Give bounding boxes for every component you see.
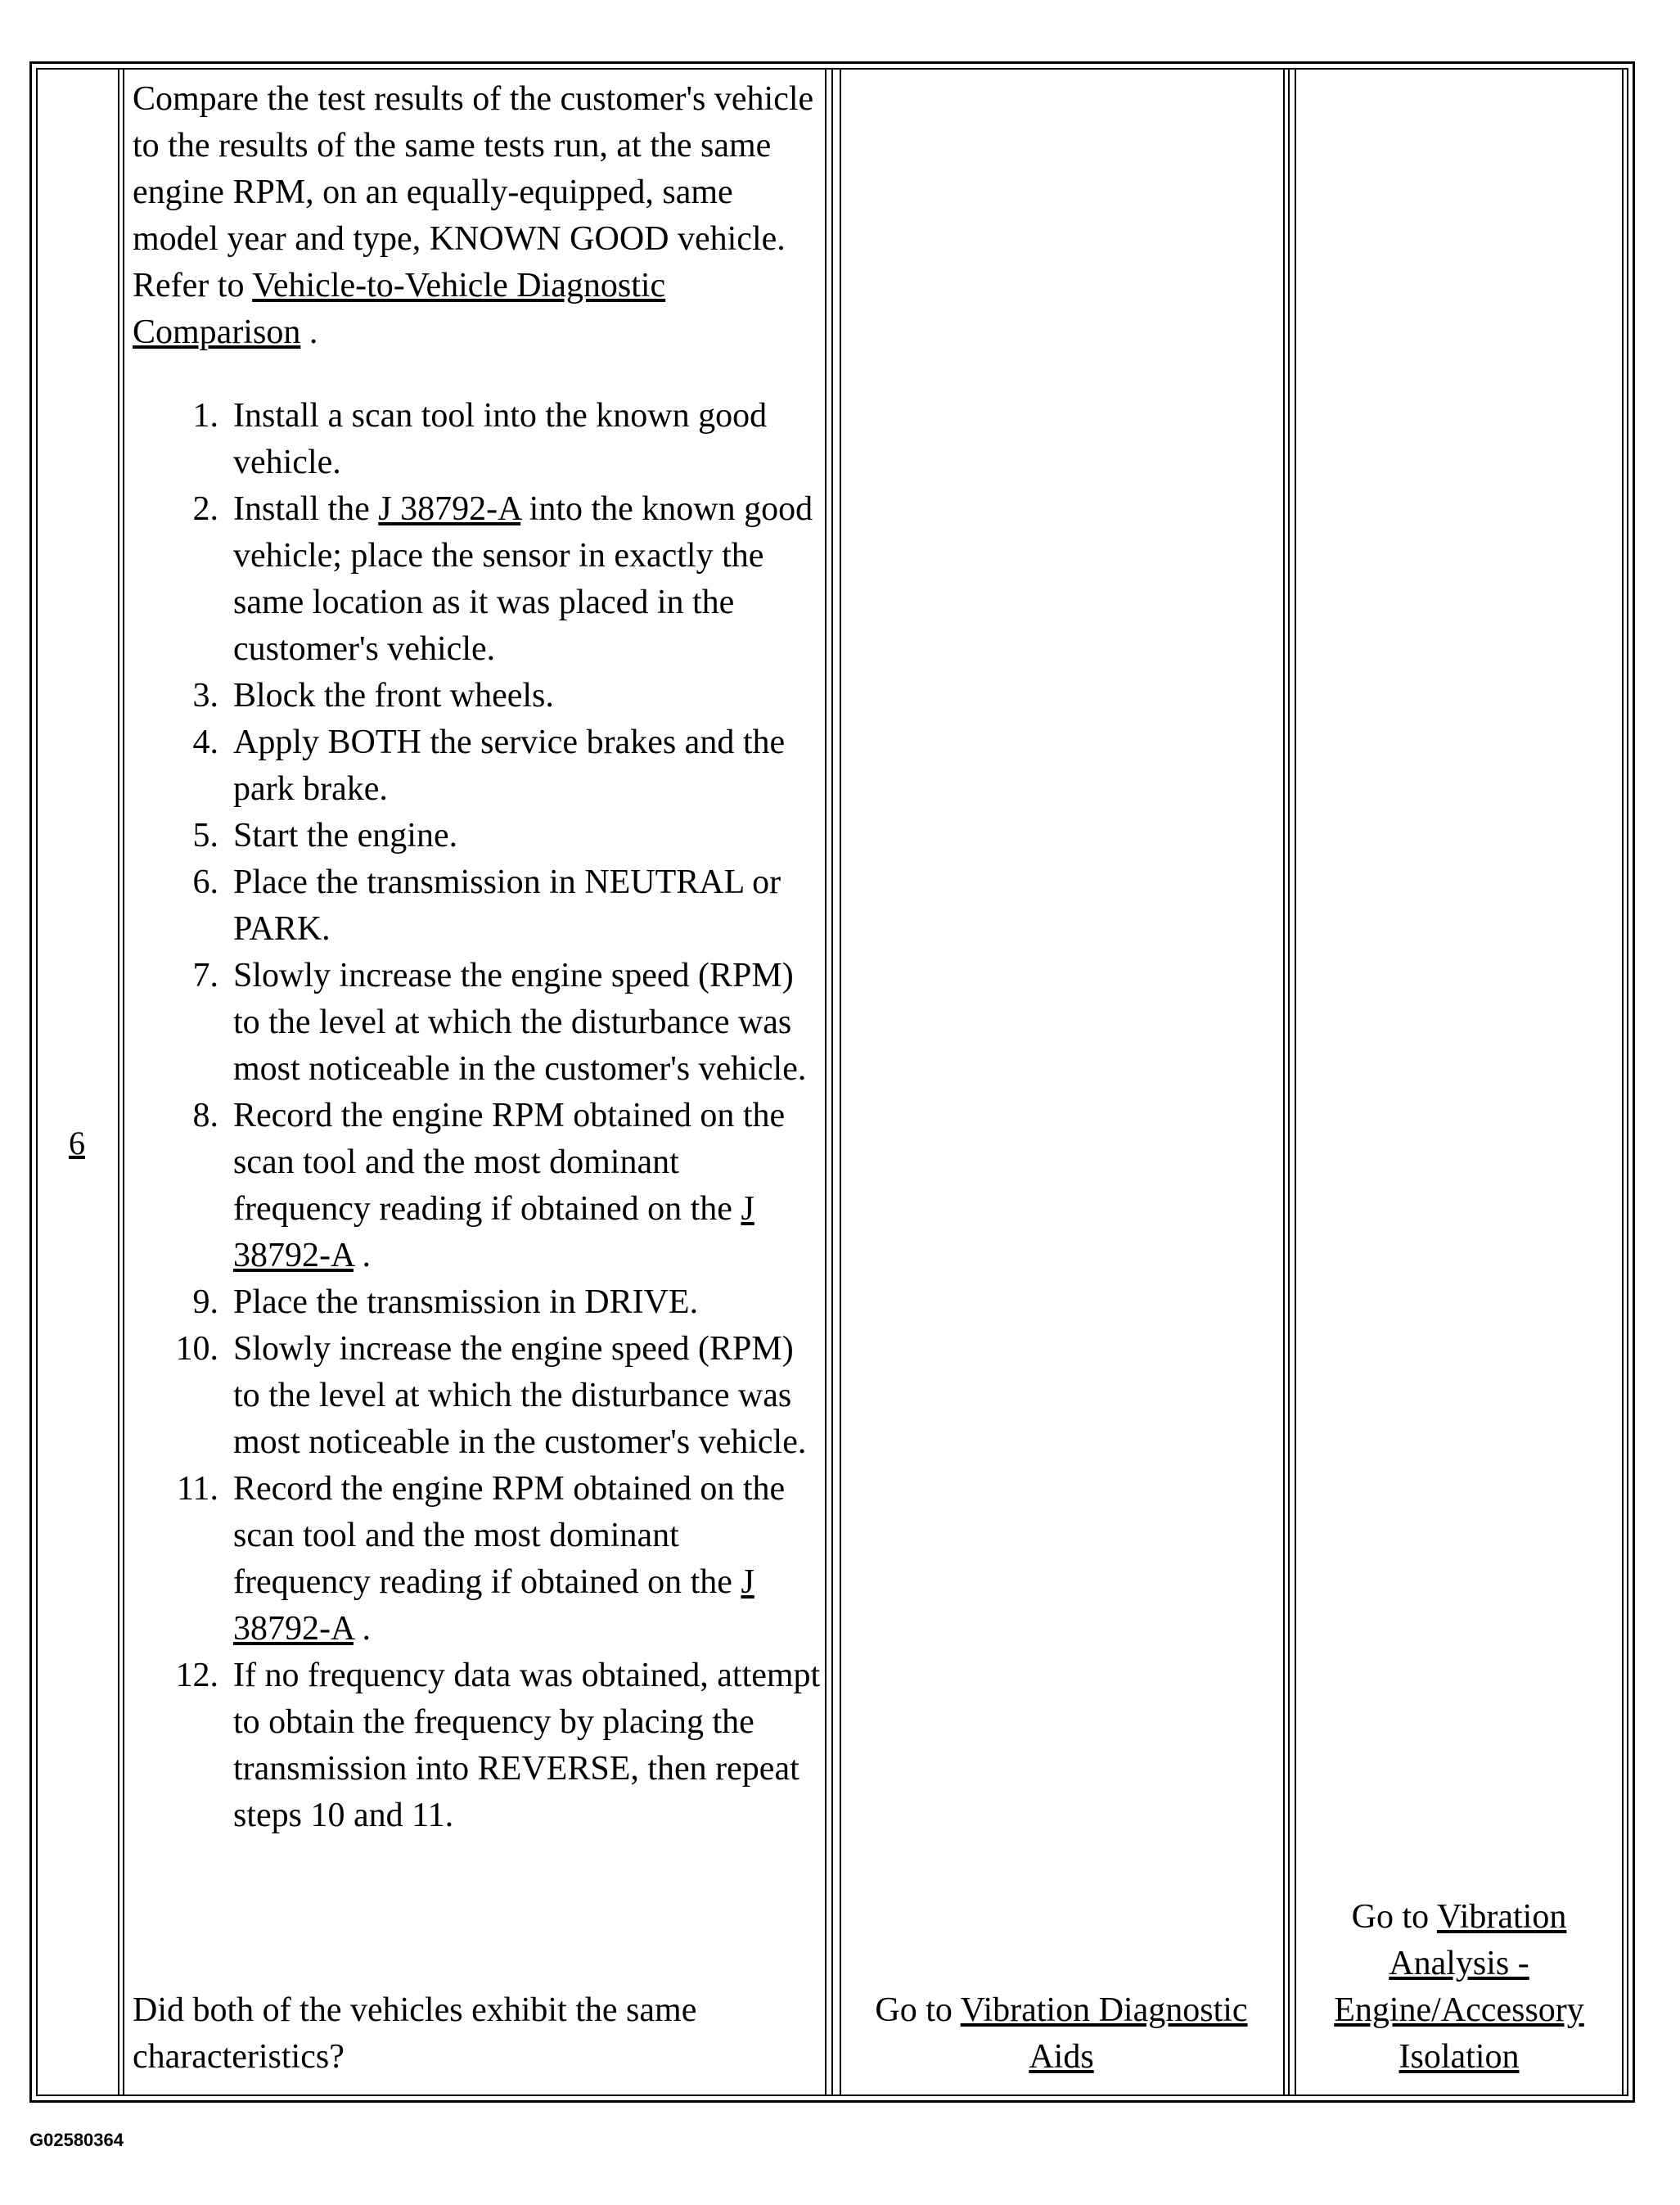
procedure-step [133,393,824,486]
step-text: Install the [233,490,379,528]
yes-cell [833,68,1290,2096]
step-index: 10. [175,1330,218,1368]
no-result: Go to Vibration Analysis - Engine/Accessory Isolation [1334,1898,1584,2076]
vibration-diagnostic-aids-link[interactable]: Vibration Diagnostic Aids [960,1991,1248,2076]
yes-result: Go to Vibration Diagnostic Aids [875,1991,1248,2076]
procedure-step [133,1466,824,1653]
step-index: 3. [192,677,218,715]
step-index: 5. [192,817,218,854]
step-text: Slowly increase the engine speed (RPM) to the level at which the disturbance was most noticeable in the customer's vehicle. [233,957,807,1088]
step-text-suffix: . [354,1237,371,1274]
step-text: Place the transmission in DRIVE. [233,1283,699,1321]
step-text-suffix: into the known good vehicle; place the sensor in exactly the same location as it was placed in the customer's vehicle. [233,490,813,668]
tool-j38792a-link[interactable]: J 38792-A [378,490,521,528]
question-text: Did both of the vehicles exhibit the same characteristics? [133,1991,697,2076]
step-index: 12. [175,1657,218,1694]
vehicle-comparison-link[interactable]: Vehicle-to-Vehicle Diagnostic Comparison [133,267,666,351]
procedure-step [133,1279,824,1326]
step-text: Record the engine RPM obtained on the scan tool and the most dominant frequency reading if obtained on the [233,1097,786,1228]
step-number-link[interactable]: 6 [69,1125,85,1161]
action-text [133,76,824,1839]
step-text: If no frequency data was obtained, attempt to obtain the frequency by placing the transmission into REVERSE, then repeat steps 10 and 11. [233,1657,821,1834]
tool-j38792a-link[interactable]: J 38792-A [233,1563,754,1648]
action-cell [124,68,833,2096]
step-number-cell [36,68,124,2096]
procedure-step [133,1653,824,1839]
procedure-step [133,719,824,813]
step-index: 2. [192,490,218,528]
step-index: 4. [192,724,218,761]
procedure-step [133,813,824,859]
procedure-step [133,673,824,719]
step-index: 1. [192,397,218,435]
step-index: 6. [192,864,218,901]
step-text: Apply BOTH the service brakes and the park brake. [233,724,786,808]
engine-accessory-isolation-link[interactable]: Vibration Analysis - Engine/Accessory Isolation [1334,1898,1584,2076]
procedure-steps-list [133,393,824,1839]
step-text: Slowly increase the engine speed (RPM) to the level at which the disturbance was most noticeable in the customer's vehicle. [233,1330,807,1461]
procedure-step [133,1093,824,1279]
tool-j38792a-link[interactable]: J 38792-A [233,1190,754,1274]
step-index: 8. [192,1097,218,1134]
procedure-step [133,859,824,953]
step-text: Record the engine RPM obtained on the scan tool and the most dominant frequency reading if obtained on the [233,1470,786,1601]
procedure-step [133,953,824,1093]
procedure-step [133,1326,824,1466]
no-cell [1290,68,1628,2096]
step-text: Install a scan tool into the known good vehicle. [233,397,768,481]
step-index: 11. [177,1470,218,1508]
step-text: Block the front wheels. [233,677,554,715]
procedure-step [133,486,824,673]
figure-id: G02580364 [29,2130,124,2150]
step-index: 9. [192,1283,218,1321]
step-text: Start the engine. [233,817,458,854]
step-index: 7. [192,957,218,994]
step-text-suffix: . [354,1610,371,1648]
intro-paragraph: Compare the test results of the customer's vehicle to the results of the same tests run, at the same engine RPM, on an equally-equipped, same model year and type, KNOWN GOOD vehicle. Refer to Vehicle-to-Vehicle Diagnostic Comparison . [133,80,814,351]
step-text: Place the transmission in NEUTRAL or PARK. [233,864,781,948]
